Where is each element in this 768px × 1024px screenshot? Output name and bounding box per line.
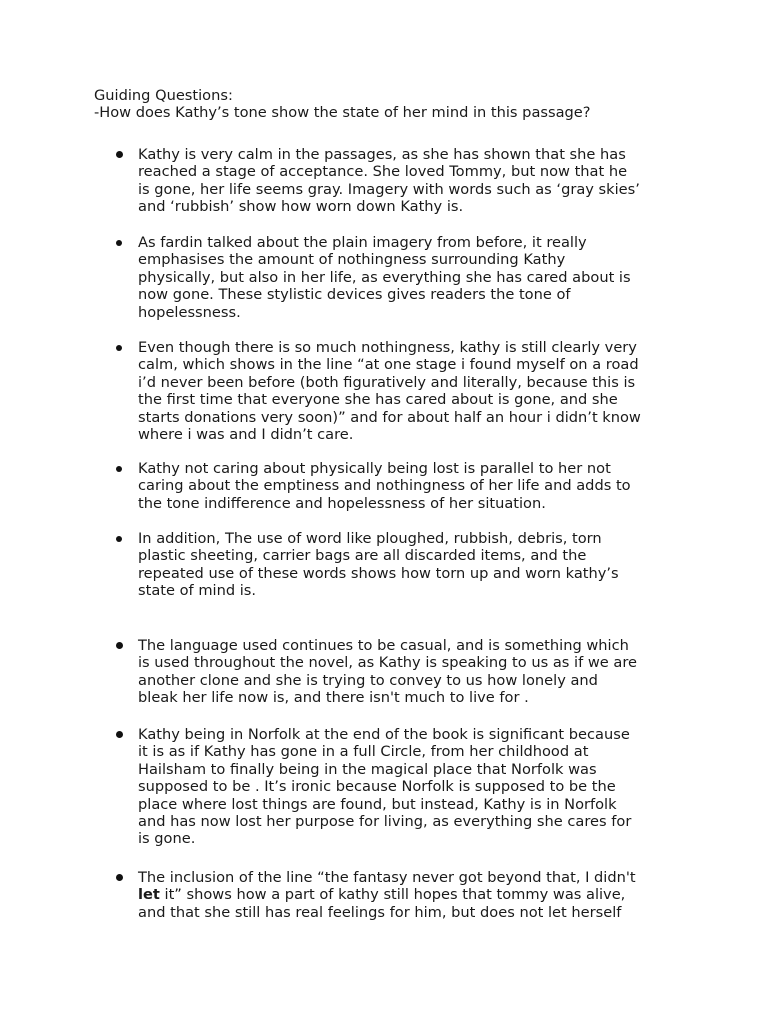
list-item-text: Kathy is very calm in the passages, as she has shown that she has reached a stage of acceptance. She loved Tommy, but now that he is gone, her life seems gray. Imagery with words such as ‘gray skies’ and ‘rubbish’ show how worn down Kathy is. <box>138 146 640 216</box>
bullet-icon <box>116 726 124 743</box>
list-item-text: In addition, The use of word like ploughed, rubbish, debris, torn plastic sheeting, carrier bags are all discarded items, and the repeated use of these words shows how torn up and worn kathy’s state of mind is. <box>138 530 619 600</box>
list-item-text: Kathy being in Norfolk at the end of the book is significant because it is as if Kathy has gone in a full Circle, from her childhood at Hailsham to finally being in the magical place that Norfolk was supposed to be . It’s ironic because Norfolk is supposed to be the place where lost things are found, but instead, Kathy is in Norfolk and has now lost her purpose for living, as everything she cares for is gone. <box>138 726 632 848</box>
bullet-icon <box>116 637 124 654</box>
bullet-icon <box>116 146 124 163</box>
emphasis-let: let <box>138 886 160 904</box>
bullet-icon <box>116 869 124 886</box>
bullet-icon <box>116 460 124 477</box>
list-item-text: The language used continues to be casual, and is something which is used throughout the novel, as Kathy is speaking to us as if we are another clone and she is trying to convey to us how lonely and bleak her life now is, and there isn't much to live for . <box>138 637 638 707</box>
heading-question: -How does Kathy’s tone show the state of her mind in this passage? <box>94 104 591 121</box>
list-item-text: Kathy not caring about physically being lost is parallel to her not caring about the emptiness and nothingness of her life and adds to the tone indifference and hopelessness of her situation. <box>138 460 631 512</box>
list-item-text: Even though there is so much nothingness, kathy is still clearly very calm, which shows in the line “at one stage i found myself on a road i’d never been before (both figuratively and literally, because this is the first time that everyone she has cared about is gone, and she starts donations very soon)” and for about half an hour i didn’t know where i was and I didn’t care. <box>138 339 641 444</box>
bullet-icon <box>116 234 124 251</box>
list-item-text: As fardin talked about the plain imagery from before, it really emphasises the amount of nothingness surrounding Kathy physically, but also in her life, as everything she has cared about is now gone. These stylistic devices gives readers the tone of hopelessness. <box>138 234 631 321</box>
heading-title: Guiding Questions: <box>94 87 233 104</box>
bullet-icon <box>116 530 124 547</box>
list-item-text: The inclusion of the line “the fantasy never got beyond that, I didn't let it” shows how a part of kathy still hopes that tommy was alive, and that she still has real feelings for him, but does not let herself <box>138 869 636 921</box>
bullet-icon <box>116 339 124 356</box>
